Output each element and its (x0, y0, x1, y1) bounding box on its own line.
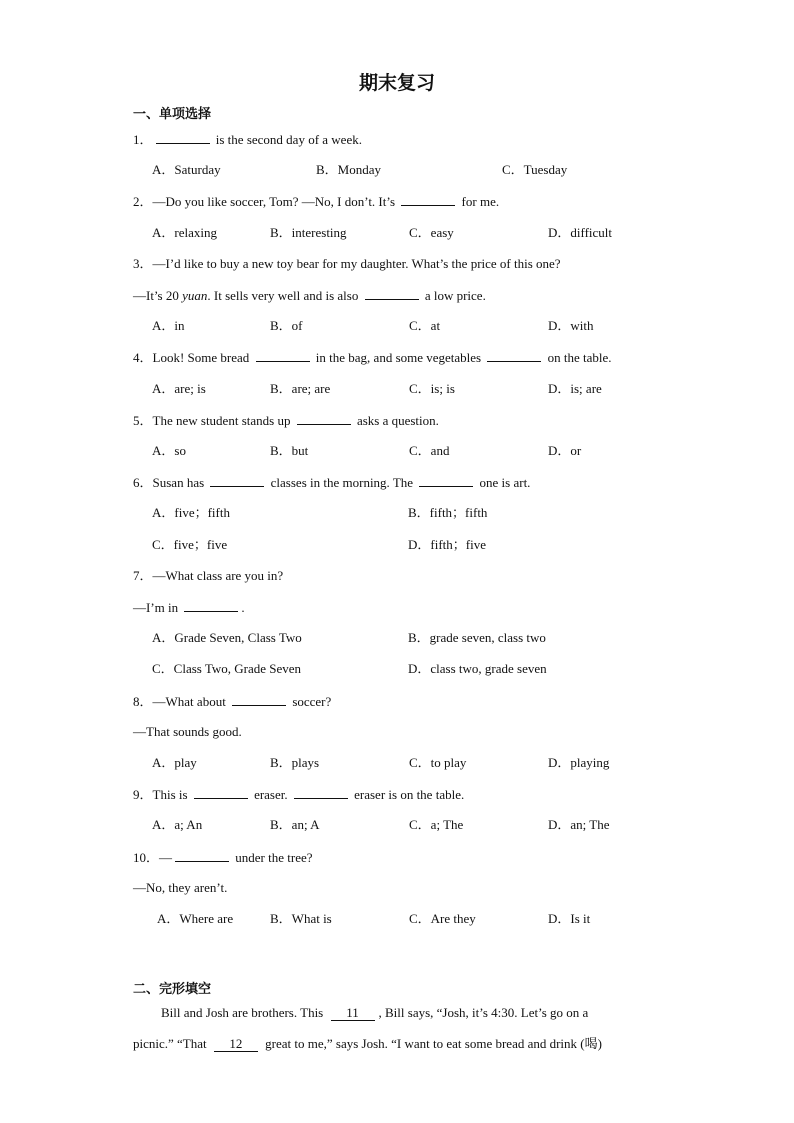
option-d[interactable]: D．an; The (548, 817, 610, 832)
option-a[interactable]: A．Saturday (152, 162, 221, 177)
option-c[interactable]: C．Tuesday (502, 162, 568, 177)
question-7-options-row-2 (152, 661, 672, 677)
question-3-line-2: —It’s 20 yuan. It sells very well and is also a low price. (133, 288, 486, 303)
option-b[interactable]: B．interesting (270, 225, 347, 240)
option-a[interactable]: A．a; An (152, 817, 203, 832)
option-b[interactable]: B．Monday (316, 162, 382, 177)
answer-blank (256, 349, 310, 362)
option-d[interactable]: D．or (548, 443, 582, 458)
question-4-options (152, 381, 672, 397)
option-d[interactable]: D．playing (548, 755, 610, 770)
question-1: 1． is the second day of a week. (133, 132, 362, 147)
option-c[interactable]: C．easy (409, 225, 454, 240)
answer-blank (175, 849, 229, 862)
option-d[interactable]: D．fifth；five (408, 537, 486, 552)
question-7-line-2: —I’m in . (133, 600, 245, 615)
section-heading-cloze: 二、完形填空 (133, 982, 212, 997)
cloze-blank-11: 11 (331, 1006, 375, 1021)
cloze-line-2: picnic.” “That 12 great to me,” says Josh. “I want to eat some bread and drink (喝) (133, 1036, 602, 1051)
cloze-blank-12: 12 (214, 1037, 258, 1052)
option-a[interactable]: A．Where are (157, 911, 234, 926)
option-d[interactable]: D．class two, grade seven (408, 661, 547, 676)
option-b[interactable]: B．fifth；fifth (408, 505, 488, 520)
question-7: 7．—What class are you in? (133, 568, 284, 583)
option-a[interactable]: A．five；fifth (152, 505, 230, 520)
option-d[interactable]: D．Is it (548, 911, 591, 926)
cloze-line-1: Bill and Josh are brothers. This 11 , Bill says, “Josh, it’s 4:30. Let’s go on a (161, 1005, 589, 1020)
answer-blank (232, 693, 286, 706)
option-a[interactable]: A．in (152, 318, 185, 333)
question-9: 9．This is eraser. eraser is on the table. (133, 787, 465, 802)
answer-blank (401, 193, 455, 206)
answer-blank (210, 474, 264, 487)
question-2-options (152, 225, 672, 241)
option-c[interactable]: C．five；five (152, 537, 228, 552)
question-7-options-row-1 (152, 630, 672, 646)
option-a[interactable]: A．play (152, 755, 197, 770)
question-3-options (152, 318, 672, 334)
option-d[interactable]: D．difficult (548, 225, 613, 240)
question-8-options (152, 755, 672, 771)
answer-blank (184, 599, 238, 612)
answer-blank (156, 131, 210, 144)
answer-blank (365, 287, 419, 300)
question-5: 5．The new student stands up asks a question. (133, 413, 439, 428)
question-4: 4．Look! Some bread in the bag, and some vegetables on the table. (133, 350, 612, 365)
question-6-options-row-2 (152, 537, 672, 553)
question-9-options (152, 817, 672, 833)
question-5-options (152, 443, 672, 459)
question-6: 6．Susan has classes in the morning. The one is art. (133, 475, 531, 490)
option-c[interactable]: C．a; The (409, 817, 464, 832)
option-c[interactable]: C．at (409, 318, 441, 333)
answer-blank (487, 349, 541, 362)
option-b[interactable]: B．are; are (270, 381, 331, 396)
option-b[interactable]: B．grade seven, class two (408, 630, 546, 645)
option-d[interactable]: D．with (548, 318, 594, 333)
option-b[interactable]: B．plays (270, 755, 320, 770)
page-title: 期末复习 (358, 72, 435, 94)
answer-blank (297, 412, 351, 425)
question-2: 2．—Do you like soccer, Tom? —No, I don’t. It’s for me. (133, 194, 500, 209)
answer-blank (294, 786, 348, 799)
question-8: 8．—What about soccer? (133, 694, 332, 709)
question-6-options-row-1 (152, 505, 672, 521)
question-number: 1． (133, 132, 153, 147)
option-a[interactable]: A．are; is (152, 381, 206, 396)
question-1-options (152, 162, 672, 178)
option-d[interactable]: D．is; are (548, 381, 602, 396)
option-a[interactable]: A．relaxing (152, 225, 217, 240)
question-10: 10．— under the tree? (133, 850, 313, 865)
option-a[interactable]: A．Grade Seven, Class Two (152, 630, 302, 645)
option-b[interactable]: B．an; A (270, 817, 320, 832)
option-c[interactable]: C．to play (409, 755, 467, 770)
option-b[interactable]: B．but (270, 443, 309, 458)
option-b[interactable]: B．What is (270, 911, 332, 926)
question-8-line-2: —That sounds good. (133, 724, 242, 739)
option-a[interactable]: A．so (152, 443, 186, 458)
option-b[interactable]: B．of (270, 318, 303, 333)
section-heading-single-choice: 一、单项选择 (133, 107, 212, 122)
option-c[interactable]: C．is; is (409, 381, 455, 396)
question-3: 3．—I’d like to buy a new toy bear for my daughter. What’s the price of this one? (133, 256, 561, 271)
answer-blank (194, 786, 248, 799)
option-c[interactable]: C．and (409, 443, 450, 458)
question-10-line-2: —No, they aren’t. (133, 880, 228, 895)
answer-blank (419, 474, 473, 487)
option-c[interactable]: C．Are they (409, 911, 476, 926)
question-10-options (157, 911, 677, 927)
option-c[interactable]: C．Class Two, Grade Seven (152, 661, 302, 676)
